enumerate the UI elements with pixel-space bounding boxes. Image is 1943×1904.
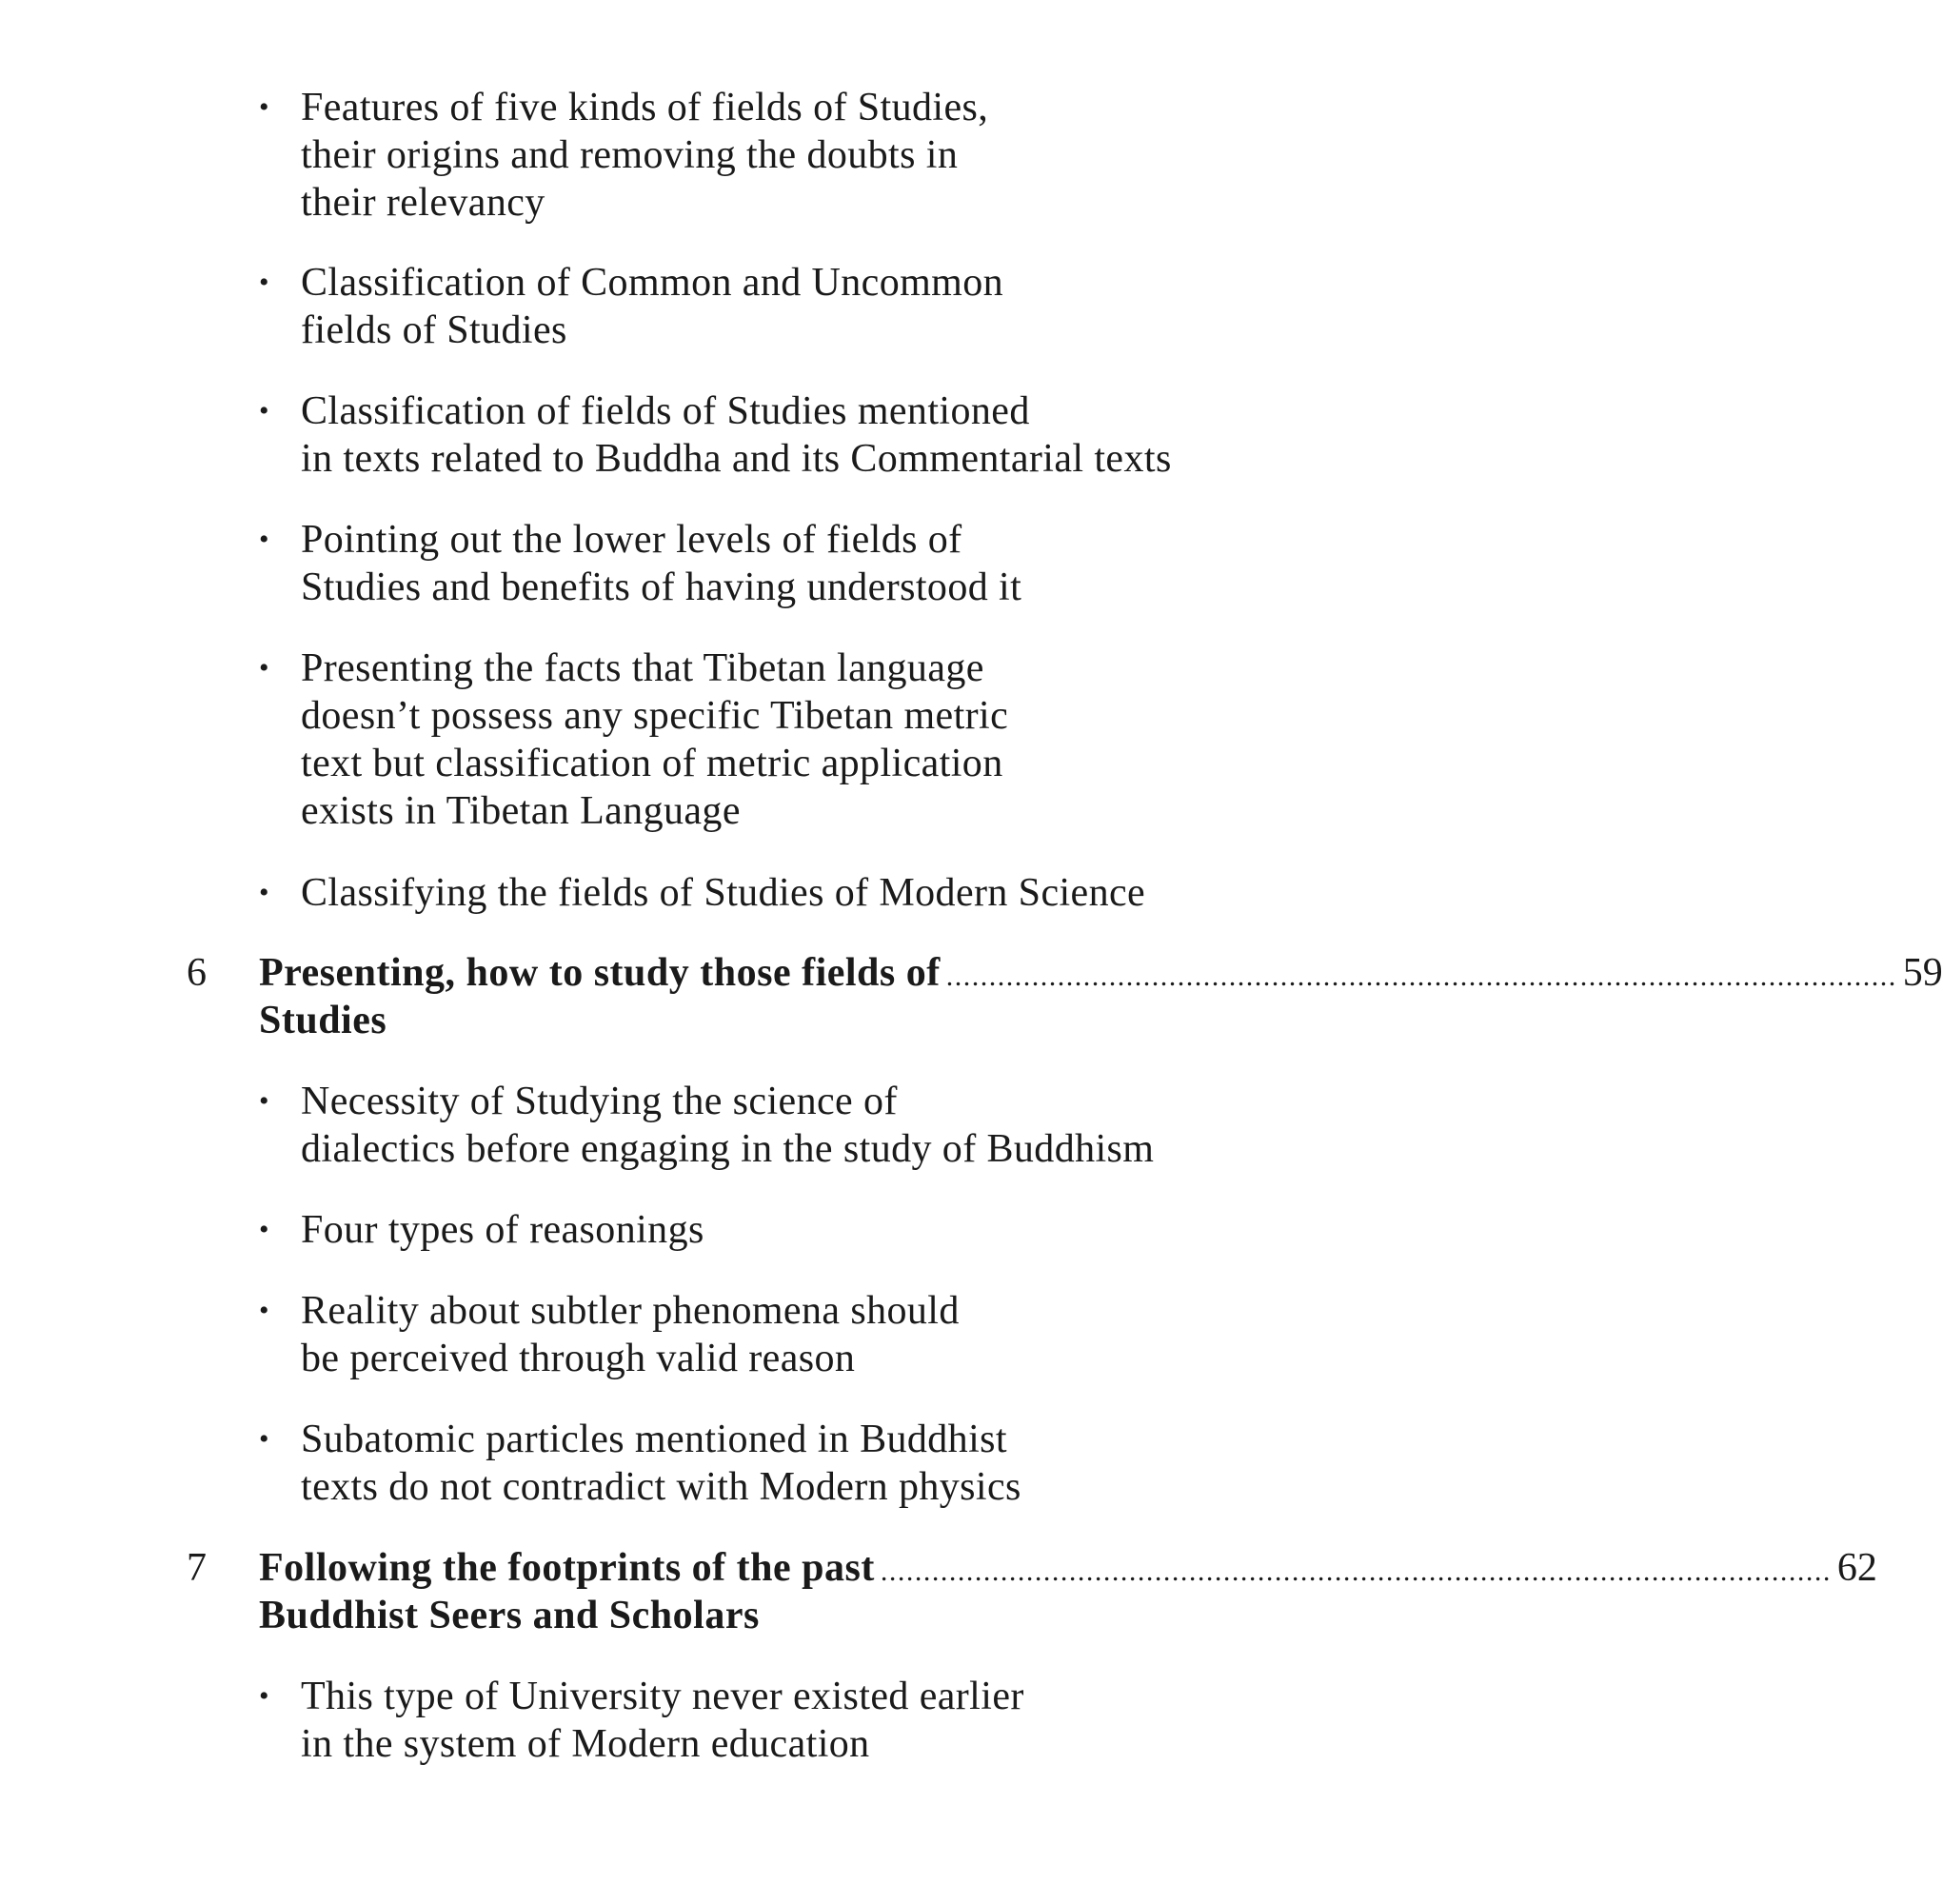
toc-bullet [259, 869, 1281, 917]
bullet-text-line: Classifying the fields of Studies of Modern Science [301, 871, 1146, 915]
bullet-text-line: Classification of Common and Uncommon [301, 261, 1004, 305]
bullet-icon: • [259, 1085, 269, 1117]
chapter-title: Presenting, how to study those fields of [259, 951, 941, 995]
bullet-text-line: Reality about subtler phenomena should [301, 1289, 960, 1333]
toc-bullet [259, 1287, 1281, 1382]
chapter-title-continued: Buddhist Seers and Scholars [259, 1594, 760, 1637]
bullet-text-line: be perceived through valid reason [301, 1337, 856, 1380]
dot-leader: ............................................................................................................... [880, 1556, 1832, 1587]
bullet-text-line: This type of University never existed earlier [301, 1675, 1024, 1718]
bullet-text-line: Subatomic particles mentioned in Buddhist [301, 1418, 1007, 1461]
bullet-text-line: Presenting the facts that Tibetan language [301, 646, 984, 690]
bullet-text-line: exists in Tibetan Language [301, 789, 741, 833]
toc-bullet [259, 1078, 1281, 1173]
bullet-text-line: Necessity of Studying the science of [301, 1080, 898, 1123]
bullet-text-line: Pointing out the lower levels of fields of [301, 518, 962, 562]
bullet-icon: • [259, 652, 269, 684]
bullet-text-line: their relevancy [301, 181, 545, 225]
bullet-icon: • [259, 1680, 269, 1712]
bullet-text-line: Four types of reasonings [301, 1208, 704, 1252]
toc-bullet [259, 516, 1281, 611]
dot-leader: ............................................................................................................... [945, 961, 1897, 992]
chapter-page-number: 62 [1836, 1546, 1877, 1590]
chapter-title: Following the footprints of the past [259, 1546, 875, 1590]
chapter-number: 7 [187, 1546, 207, 1590]
bullet-text-line: Classification of fields of Studies mentioned [301, 389, 1030, 433]
bullet-icon: • [259, 877, 269, 908]
toc-bullet [259, 1206, 1281, 1254]
bullet-text-line: Studies and benefits of having understood it [301, 565, 1022, 609]
bullet-text-line: in the system of Modern education [301, 1722, 870, 1766]
bullet-icon: • [259, 395, 269, 426]
bullet-text-line: their origins and removing the doubts in [301, 133, 959, 177]
bullet-text-line: in texts related to Buddha and its Commentarial texts [301, 437, 1172, 481]
bullet-icon: • [259, 1214, 269, 1245]
bullet-icon: • [259, 524, 269, 555]
bullet-text-line: text but classification of metric application [301, 742, 1003, 785]
bullet-icon: • [259, 91, 269, 123]
toc-bullet [259, 259, 1281, 354]
bullet-icon: • [259, 1295, 269, 1326]
bullet-text-line: doesn’t possess any specific Tibetan metric [301, 694, 1009, 738]
bullet-text-line: fields of Studies [301, 308, 567, 352]
toc-bullet [259, 84, 1281, 227]
chapter-title-continued: Studies [259, 999, 387, 1042]
chapter-number: 6 [187, 951, 207, 995]
bullet-text-line: texts do not contradict with Modern physics [301, 1465, 1021, 1509]
toc-bullet [259, 645, 1281, 835]
bullet-text-line: Features of five kinds of fields of Studies, [301, 86, 989, 129]
toc-bullet [259, 1416, 1281, 1511]
toc-bullet [259, 1673, 1281, 1768]
chapter-page-number: 59 [1902, 951, 1943, 995]
toc-bullet [259, 387, 1281, 483]
bullet-icon: • [259, 1423, 269, 1455]
bullet-icon: • [259, 267, 269, 298]
bullet-text-line: dialectics before engaging in the study of Buddhism [301, 1127, 1155, 1171]
